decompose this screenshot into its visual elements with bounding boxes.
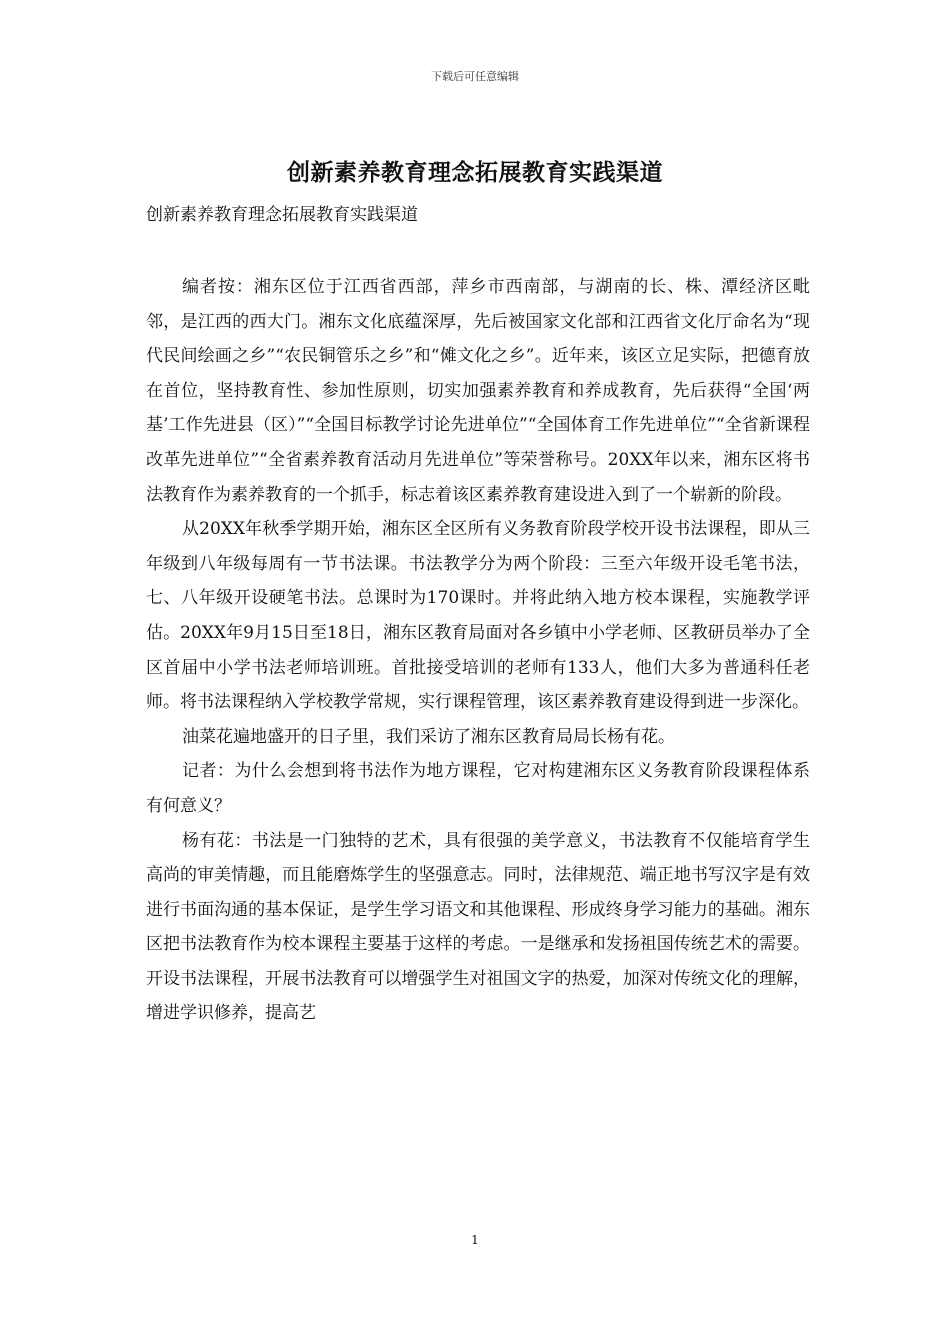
paragraph-calligraphy-course: 从20XX年秋季学期开始，湘东区全区所有义务教育阶段学校开设书法课程，即从三年级到八年级每周有一节书法课。书法教学分为两个阶段：三至六年级开设毛笔书法，七、八年级开设硬笔书法。总课时为170课时。并将此纳入地方校本课程，实施教学评估。20XX年9月15日至18日，湘东区教育局面对各乡镇中小学老师、区教研员举办了全区首届中小学书法老师培训班。首批接受培训的老师有133人，他们大多为普通科任老师。将书法课程纳入学校教学常规，实行课程管理，该区素养教育建设得到进一步深化。 xyxy=(146,519,810,713)
document-title: 创新素养教育理念拓展教育实践渠道 xyxy=(287,159,663,186)
paragraph-answer: 杨有花：书法是一门独特的艺术，具有很强的美学意义，书法教育不仅能培育学生高尚的审美情趣，而且能磨炼学生的坚强意志。同时，法律规范、端正地书写汉字是有效进行书面沟通的基本保证，是学生学习语文和其他课程、形成终身学习能力的基础。湘东区把书法教育作为校本课程主要基于这样的考虑。一是继承和发扬祖国传统艺术的需要。开设书法课程，开展书法教育可以增强学生对祖国文字的热爱，加深对传统文化的理解，增进学识修养，提高艺 xyxy=(146,830,810,1024)
paragraph-interview-intro: 油菜花遍地盛开的日子里，我们采访了湘东区教育局局长杨有花。 xyxy=(182,726,675,747)
page-number: 1 xyxy=(471,1233,479,1247)
document-subtitle: 创新素养教育理念拓展教育实践渠道 xyxy=(146,205,418,225)
header-note: 下载后可任意编辑 xyxy=(431,70,519,83)
document-body xyxy=(146,270,810,1031)
paragraph-reporter-question: 记者：为什么会想到将书法作为地方课程，它对构建湘东区义务教育阶段课程体系有何意义？ xyxy=(146,761,810,816)
paragraph-editor-note: 编者按：湘东区位于江西省西部，萍乡市西南部，与湖南的长、株、潭经济区毗邻，是江西的西大门。湘东文化底蕴深厚，先后被国家文化部和江西省文化厅命名为“现代民间绘画之乡”“农民铜管乐之乡”和“傩文化之乡”。近年来，该区立足实际，把德育放在首位，坚持教育性、参加性原则，切实加强素养教育和养成教育，先后获得“全国‘两基’工作先进县（区）”“全国目标教学讨论先进单位”“全国体育工作先进单位”“全省新课程改革先进单位”“全省素养教育活动月先进单位”等荣誉称号。20XX年以来，湘东区将书法教育作为素养教育的一个抓手，标志着该区素养教育建设进入到了一个崭新的阶段。 xyxy=(146,277,810,505)
